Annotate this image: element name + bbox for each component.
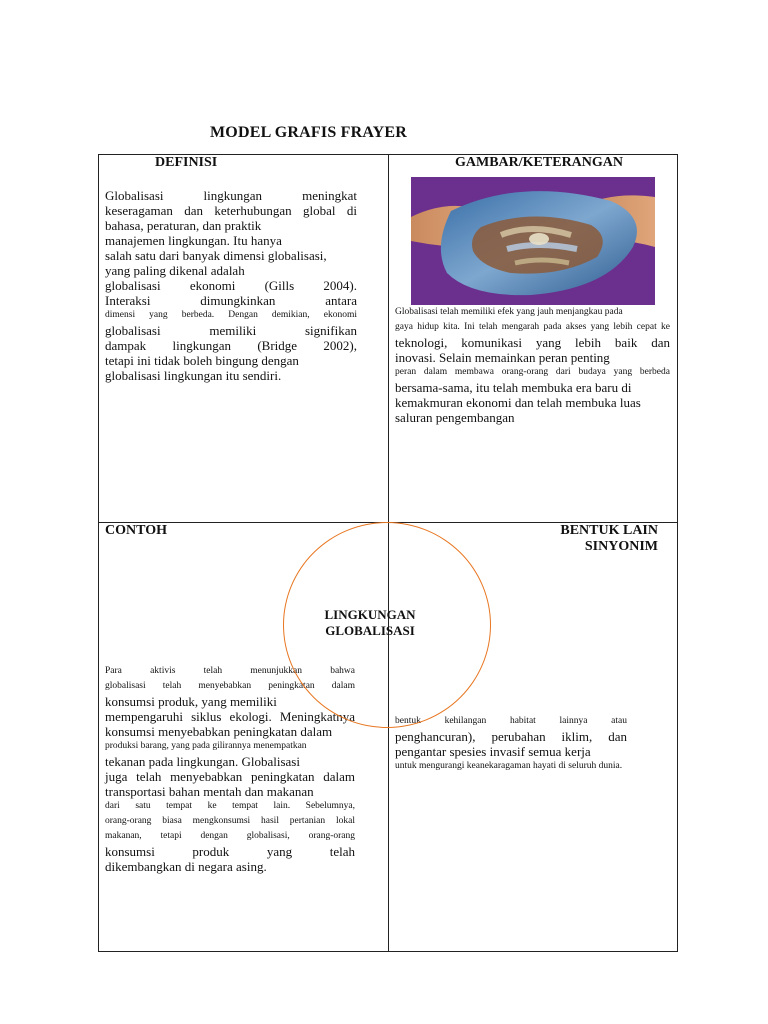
example-heading: CONTOH — [105, 523, 167, 538]
text-line: untuk mengurangi keanekaragaman hayati di seluruh dunia. — [395, 761, 623, 771]
definition-heading: DEFINISI — [155, 155, 218, 170]
text-line: inovasi. Selain memainkan peran penting — [395, 350, 610, 365]
text-line: gaya hidup kita. Ini telah mengarah pada akses yang lebih cepat ke — [395, 322, 670, 332]
text-line: konsumsi produk, yang memiliki — [105, 694, 277, 709]
text-line: konsumsi menyebabkan peningkatan dalam — [105, 724, 333, 739]
text-line: keseragaman dan keterhubungan global di — [105, 203, 357, 218]
text-line: penghancuran), perubahan iklim, dan — [395, 729, 627, 744]
text-line: Globalisasi telah memiliki efek yang jauh menjangkau pada — [395, 307, 623, 317]
image-heading: GAMBAR/KETERANGAN — [455, 155, 624, 170]
text-line: tetapi ini tidak boleh bingung dengan — [105, 353, 299, 368]
text-line: kemakmuran ekonomi dan telah membuka luas — [395, 395, 641, 410]
other-forms-heading — [560, 523, 658, 555]
text-line: orang-orang biasa mengkonsumsi hasil pertanian lokal — [105, 816, 355, 826]
text-line: globalisasi memiliki signifikan — [105, 323, 357, 338]
other-forms-heading-line1: BENTUK LAIN — [560, 523, 658, 538]
hands-globe-image — [411, 177, 655, 305]
other-forms-heading-line2: SINYONIM — [584, 539, 658, 554]
definition-text — [105, 188, 357, 383]
text-line: bersama-sama, itu telah membuka era baru di — [395, 380, 632, 395]
text-line: manajemen lingkungan. Itu hanya — [105, 233, 282, 248]
text-line: salah satu dari banyak dimensi globalisasi, — [105, 248, 327, 263]
text-line: juga telah menyebabkan peningkatan dalam — [105, 769, 355, 784]
other-forms-text — [395, 714, 627, 774]
text-line: konsumsi produk yang telah — [105, 844, 355, 859]
center-term — [300, 607, 440, 639]
center-term-line2: GLOBALISASI — [325, 623, 415, 638]
text-line: dari satu tempat ke tempat lain. Sebelumnya, — [105, 801, 355, 811]
hands-globe-illustration — [411, 177, 655, 305]
text-line: makanan, tetapi dengan globalisasi, orang-orang — [105, 831, 355, 841]
text-line: transportasi bahan mentah dan makanan — [105, 784, 314, 799]
text-line: tekanan pada lingkungan. Globalisasi — [105, 754, 300, 769]
text-line: dikembangkan di negara asing. — [105, 859, 267, 874]
text-line: yang paling dikenal adalah — [105, 263, 245, 278]
text-line: mempengaruhi siklus ekologi. Meningkatnya — [105, 709, 355, 724]
page-title: MODEL GRAFIS FRAYER — [210, 124, 408, 141]
image-caption-text — [395, 305, 670, 425]
text-line: dampak lingkungan (Bridge 2002), — [105, 338, 357, 353]
text-line: saluran pengembangan — [395, 410, 515, 425]
text-line: bentuk kehilangan habitat lainnya atau — [395, 716, 627, 726]
text-line: globalisasi ekonomi (Gills 2004). — [105, 278, 357, 293]
text-line: produksi barang, yang pada gilirannya menempatkan — [105, 741, 307, 751]
text-line: bahasa, peraturan, dan praktik — [105, 218, 262, 233]
text-line: globalisasi lingkungan itu sendiri. — [105, 368, 282, 383]
text-line: peran dalam membawa orang-orang dari budaya yang berbeda — [395, 367, 670, 377]
text-line: pengantar spesies invasif semua kerja — [395, 744, 591, 759]
center-term-line1: LINGKUNGAN — [324, 607, 416, 622]
text-line: Para aktivis telah menunjukkan bahwa — [105, 666, 355, 676]
text-line: dimensi yang berbeda. Dengan demikian, ekonomi — [105, 310, 357, 320]
text-line: globalisasi telah menyebabkan peningkatan dalam — [105, 681, 355, 691]
text-line: Interaksi dimungkinkan antara — [105, 293, 357, 308]
text-line: teknologi, komunikasi yang lebih baik dan — [395, 335, 670, 350]
text-line: Globalisasi lingkungan meningkat — [105, 188, 357, 203]
